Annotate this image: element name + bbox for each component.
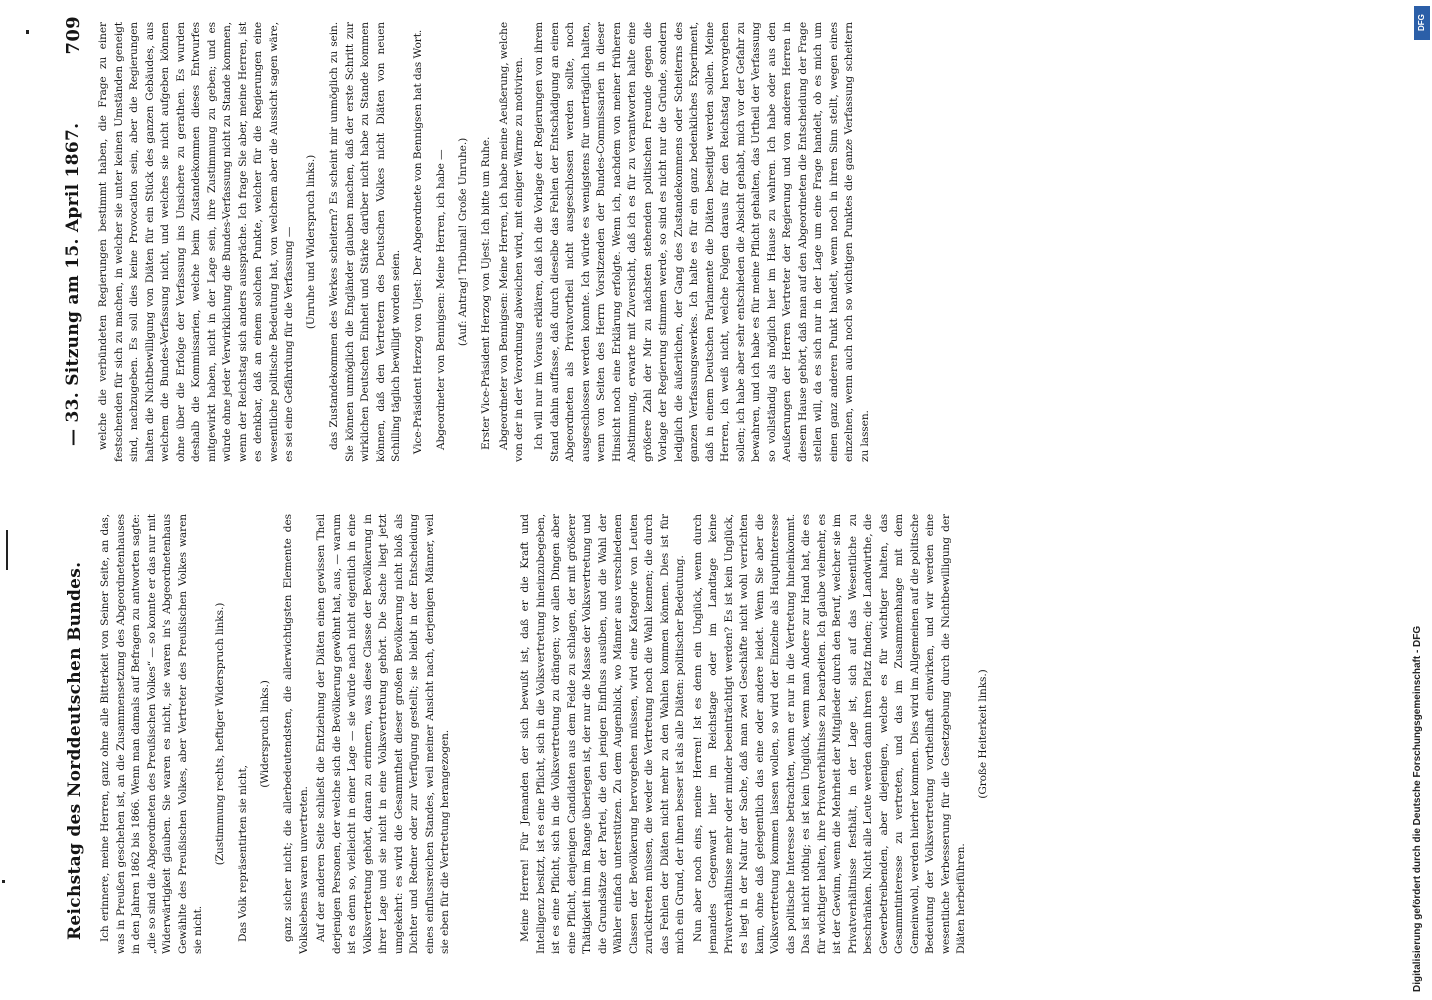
stage-direction: (Große Heiterkeit links.) bbox=[976, 669, 989, 799]
right-page-header-title: — 33. Sitzung am 15. April 1867. bbox=[63, 122, 83, 446]
body-paragraph: Meine Herren! Für Jemanden der sich bewußt ist, daß er die Kraft und Intelligenz besitzt, ist es eine Pflicht, sich in die Volksvertretung hineinzubegeben, ist es eine Pflicht, sich in die Volksvertretung zu drängen; vor allen Dingen aber eine Pflicht, denjenigen Candidaten aus dem Felde zu schlagen, der mit größerer Thätigkeit ihm im Range überlegen ist, der nur die Masse der Volksvertretung und die Grundsätze der Partei, die den jenigen Einfluss ausüben, und die Wahl der Wähler einfach unterstützen. Zu dem Augenblick, wo Männer aus verschiedenen Classen der Bevölkerung hervorgehen müssen, wird eine Kategorie von Leuten zurücktreten müssen, die weder die Vertretung noch die Wahl kennen; die durch das Fehlen der Diäten nicht mehr zu den Wahlen kommen können. Dies ist für mich ein Grund, der ihnen besser ist als alle Diäten: politischer Bedeutung. bbox=[519, 514, 686, 954]
digitization-credit-strip bbox=[1410, 0, 1432, 1000]
stage-direction: (Auf: Antrag! Tribunal! Große Unruhe.) bbox=[456, 137, 469, 347]
stage-direction: (Widerspruch links.) bbox=[258, 680, 271, 788]
left-page-column-1 bbox=[98, 514, 516, 954]
left-page-header bbox=[58, 500, 92, 1000]
body-paragraph: Abgeordneter von Bennigsen: Meine Herren, ich habe — bbox=[435, 149, 447, 450]
dfg-logo: DFG bbox=[1414, 6, 1430, 40]
left-page bbox=[0, 500, 1432, 1000]
right-page-column-2 bbox=[532, 22, 1032, 462]
stage-direction: (Unruhe und Widerspruch links.) bbox=[304, 154, 317, 330]
body-paragraph: das Zustandekommen des Werkes scheitern? Es scheint mir unmöglich zu sein. Sie können unmöglich die Engländer glauben machen, daß der erste Schritt zur wirklichen Deutschen Einheit und Stärke darüber nicht habe zu Stande kommen können, daß den Vertretern des Deutschen Volkes nicht Diäten von neuen Schilling täglich bewilligt worden seien. bbox=[328, 22, 402, 462]
scan-speck bbox=[6, 530, 8, 570]
body-paragraph: Auf der anderen Seite schließt die Entziehung der Diäten einen gewissen Theil derjenigen Personen, der welche sich die Bevölkerung gewöhnt hat, aus, — warum ist es denn so, vielleicht in einer Lage — sie würde nach nicht eigentlich in eine Volksvertretung gehört, daran zu erinnern, was diese Classe der Bevölkerung in ihrer Lage und sie nicht in eine Volksvertretung gehört. Die Sache liegt jetzt umgekehrt: es wird die Gesammtheit dieser großen Bevölkerung nicht bloß als Dichter und Redner oder zur Verfügung gestellt; sie bleibt in der Entscheidung eines einflussreichen Standes, weil meiner Ansicht nach, derjenigen Männer, weil sie eben für die Vertretung herangezogen. bbox=[315, 514, 451, 954]
left-page-column-2 bbox=[518, 514, 1018, 954]
scan-speck bbox=[2, 880, 5, 883]
body-paragraph: ganz sicher nicht; die allerbedeutendsten, die allerwichtigsten Elemente des Volkslebens waren unvertreten. bbox=[282, 514, 310, 954]
right-page-header bbox=[56, 0, 90, 500]
digitization-credit-text: Digitalisierung gefördert durch die Deutsche Forschungsgemeinschaft - DFG bbox=[1412, 625, 1423, 992]
page-number: 709 bbox=[62, 16, 84, 55]
body-paragraph: Ich erinnere, meine Herren, ganz ohne alle Bitterkeit von Seiner Seite, an das, was in Preußen geschehen ist, an die Zusammensetzung des Abgeordnetenhauses in den Jahren 1862 bis 1866. Wenn man damals auf Befragen zu antworten sagte: „die so sind die Abgeordneten des Preußischen Volkes“ — so konnte er das nur mit Widerwärtigkeit glauben. Sie waren es nicht, sie waren in's Abgeordnetenhaus Gewählte des Preußischen Volkes, aber Vertreter des Preußischen Volkes waren sie nicht. bbox=[99, 514, 204, 954]
body-paragraph: Abgeordneter von Bennigsen: Meine Herren, ich habe meine Aeußerung, welche von der in der Verordnung abweichen wird, mit einiger Wärme zu motiviren. bbox=[497, 22, 525, 462]
stage-direction: (Zustimmung rechts, heftiger Widerspruch links.) bbox=[213, 602, 226, 866]
body-paragraph: Das Volk repräsentirten sie nicht, bbox=[237, 765, 249, 942]
body-paragraph: Ich will nur im Voraus erklären, daß ich die Vorlage der Regierungen von ihrem Stand dahin auffasse, daß durch dieselbe das Fehlen der Entschädigung an einen Abgeordneten als Privatvortheil nicht ausgeschlossen werden sollte, noch ausgeschlossen werden konnte. Ich würde es wenigstens für unerträglich halten, wenn von Seiten des Herrn Vorsitzenden der Bundes-Commissarien in dieser Hinsicht noch eine Erklärung erfolgte. Wenn ich, nachdem von meiner früheren Abstimmung, erwarte mit Zuversicht, daß ich es für zu verantworten halte eine größere Zahl der Mir zu nächsten stehenden politischen Freunde gegen die Vorlage der Regierung stimmen werde, so sind es nicht nur die Gründe, sondern lediglich die äußerlichen, der Gang des Zustandekommens oder Scheiterns des ganzen Verfassungswerkes. Ich halte es für ein ganz bedenkliches Experiment, daß in einem Deutschen Parlamente die Diäten beseitigt werden sollen. Meine Herren, ich weiß nicht, welche Folgen daraus für den Reichstag hervorgehen sollen; ich habe aber sehr entschieden die Absicht gehabt, mich vor der Gefahr zu bewahren, und ich habe es für meine Pflicht gehalten, das Urtheil der Verfassung so vollständig als möglich hier im Hause zu wahren. Ich habe oder aus den Aeußerungen der Herren Vertreter der Regierung und von anderen Herren in diesem Hause gehört, daß man auf den Abgeordneten die Entscheidung der Frage stellen will, da es sich nur in der Lage um eine Frage handelt, ob es mich um einen ganz anderen Punkt handelt, wenn noch in ihren Sinn stellt, wegen eines einzelnen, wenn auch noch so wichtigen Punktes die ganze Verfassung scheitern zu lassen. bbox=[533, 22, 871, 462]
body-paragraph: Erster Vice-Präsident Herzog von Ujest: Ich bitte um Ruhe. bbox=[480, 136, 492, 450]
body-paragraph: welche die verbündeten Regierungen bestimmt haben, die Frage zu einer festschenden für sich zu machen, in welcher sie unter keinen Umständen geneigt sind, nachzugeben. Es soll dies keine Provocation sein, aber die Regierungen halten die Nichtbewilligung von Diäten für ein Stück des ganzen Gebäudes, aus welchem die Bundes-Verfassung nicht, und welches sie nicht aufgeben können ohne über die Erfolge der Verfassung ins Unsichere zu gerathen. Es wurden deshalb die Kommissarien, welche beim Zustandekommen dieses Entwurfes mitgewirkt haben, nicht in der Lage sein, ihre Zustimmung zu geben; und es würde ohne jeder Verwirklichung die Bundes-Verfassung nicht zu Stande kommen, wenn der Reichstag sich anders ausspräche. Ich frage Sie aber, meine Herren, ist es denkbar, daß an einem solchen Punkte, welcher für die Regierungen eine wesentliche politische Bedeutung hat, von welchem aber die Aussicht sagen wäre, es sei eine Gefährdung für die Verfassung — bbox=[97, 22, 295, 462]
body-paragraph: Nun aber noch eins, meine Herren! Ist es denn ein Unglück, wenn durch jemandes Gegenwart hier im Reichstage oder im Landtage keine Privatverhältnisse mehr oder minder beeinträchtigt werden? Es ist kein Unglück, es liegt in der Natur der Sache, daß man zwei Geschäfte nicht wohl verrichten kann, ohne daß gelegentlich das eine oder andere leidet. Wenn Sie aber die Volksvertretung kommen lassen wollen, so wird der Einzelne als Hauptinteresse das politische Interesse betrachten, wenn er nur in die Vertretung hineinkommt. Das ist nicht nöthig; es ist kein Unglück, wenn man Andere zur Hand hat, die es für wichtiger halten, ihre Privatverhältnisse zu bearbeiten. Ich glaube vielmehr, es ist der Gewinn, wenn die Mehrheit der Mitglieder durch den Beruf, welcher sie im Privatverhältnisse festhält, in der Lage ist, sich auf das Wesentliche zu beschränken. Nicht alle Leute werden dann ihren Platz finden; die Landwirthe, die Gewerbetreibenden, aber diejenigen, welche es für wichtiger halten, das Gesammtinteresse zu vertreten, und das im Zusammenhange mit dem Gemeinwohl, werden hierher kommen. Dies wird im Allgemeinen auf die politische Bedeutung der Volksvertretung vortheilhaft einwirken, und wir werden eine wesentliche Verbesserung für die Gesetzgebung durch die Nichtbewilligung der Diäten herbeiführen. bbox=[691, 514, 967, 954]
scan-speck bbox=[26, 30, 29, 34]
left-page-header-title: Reichstag des Norddeutschen Bundes. bbox=[65, 561, 85, 940]
right-page-column-1 bbox=[96, 22, 530, 462]
stage-direction: Vice-Präsident Herzog von Ujest: Der Abgeordnete von Bennigsen hat das Wort. bbox=[411, 29, 424, 455]
